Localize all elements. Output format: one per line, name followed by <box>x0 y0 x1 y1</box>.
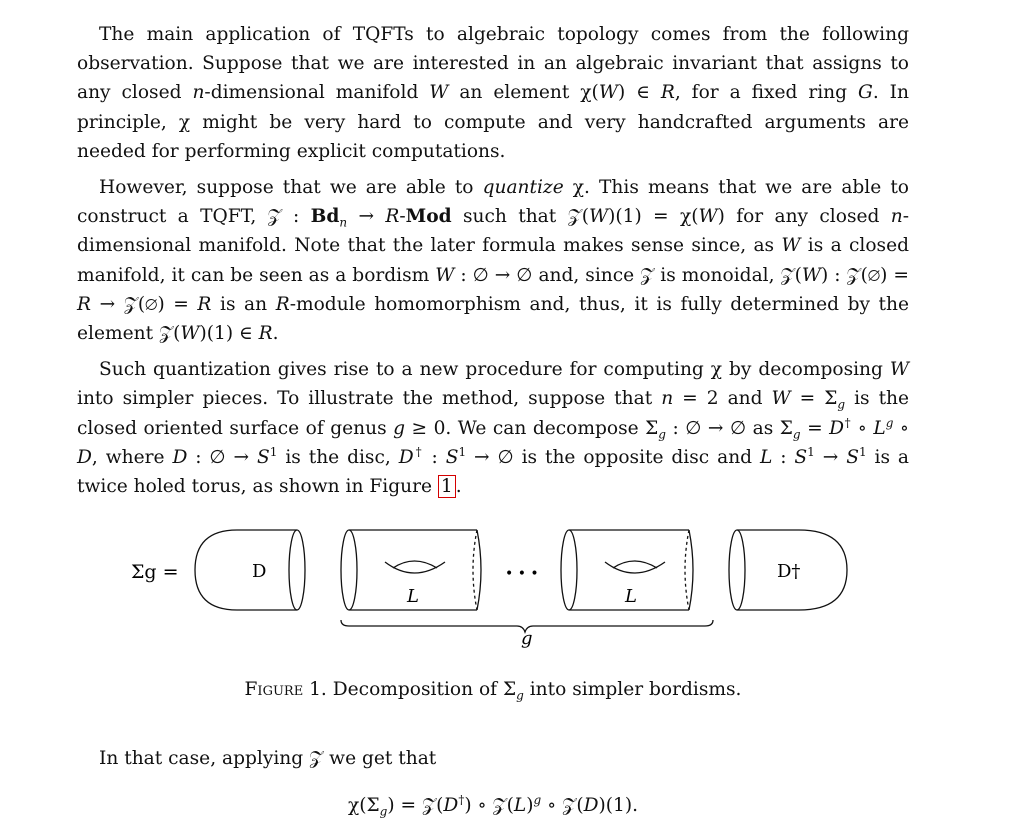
document-page <box>77 20 910 819</box>
ellipsis-dots: • • • <box>505 566 539 582</box>
paragraph-3: Such quantization gives rise to a new procedure for computing χ by decomposing W into simpler pieces. To illustrate the method, suppose that n = 2 and $W = \Sigma_g$ is the closed oriented surface of genus g ≥ 0. We can decompose $\Sigma_g$ : ∅ → ∅ as $\Sigma_g = D^\dagger$ ∘ $L^g$ ∘ D, where D : ∅ → $S^1$ is the disc, D† : $S^1$ → ∅ is the opposite disc and L : $S^1 \to S^1$ is a twice holed torus, as shown in Figure 1 . <box>77 359 910 498</box>
circle-3 <box>729 530 745 610</box>
disc-boundary-circle <box>289 530 305 610</box>
paragraph-4: In that case, applying 𝒵 we get that <box>99 748 437 769</box>
disc-shape <box>195 530 297 610</box>
paragraph-1: The main application of TQFTs to algebraic topology comes from the following observation. Suppose that we are interested in an algebraic invariant that assigns to any closed n-dimensional manifold W an element χ(W) ∈ R, for a fixed ring G. In principle, χ might be very hard to compute and very handcrafted arguments are needed for performing explicit computations. <box>77 24 909 162</box>
dagger-disc-label: D† <box>777 561 801 582</box>
torus-1-label: L <box>407 586 419 607</box>
genus-label: g <box>521 628 533 649</box>
torus-1-hole-top <box>393 561 437 568</box>
circle-2 <box>561 530 577 610</box>
disc-label: D <box>252 561 267 582</box>
display-equation: $\chi(\Sigma_g)$ = 𝒵(D†) ∘ $𝒵(L)^g$ ∘ 𝒵(D)(1). <box>347 792 639 819</box>
figure-caption: Figure 1. Decomposition of $\Sigma_g$ into simpler bordisms. <box>244 679 742 703</box>
figure-lhs: Σg = <box>131 561 179 583</box>
torus-2-label: L <box>625 586 637 607</box>
torus-1-back-edge <box>473 530 477 610</box>
circle-1 <box>341 530 357 610</box>
torus-2-front-edge <box>689 530 693 610</box>
paragraph-2: However, suppose that we are able to quantize χ. This means that we are able to construct a TQFT, 𝒵 : $Bd_n \to R-Mod$ such that 𝒵(W)(1) = χ(W) for any closed n-dimensional manifold. Note that the later formula makes sense since, as W is a closed manifold, it can be seen as a bordism W : ∅ → ∅ and, since 𝒵 is monoidal, 𝒵(W) : 𝒵(∅) = R → 𝒵(∅) = R is an R-module homomorphism and, thus, it is fully determined by the element 𝒵(W)(1) ∈ R. <box>77 177 910 345</box>
torus-1-front-edge <box>477 530 481 610</box>
figure-1 <box>77 490 909 650</box>
torus-2-back-edge <box>685 530 689 610</box>
decomposition-diagram <box>77 490 909 650</box>
torus-2-hole-top <box>613 561 657 568</box>
